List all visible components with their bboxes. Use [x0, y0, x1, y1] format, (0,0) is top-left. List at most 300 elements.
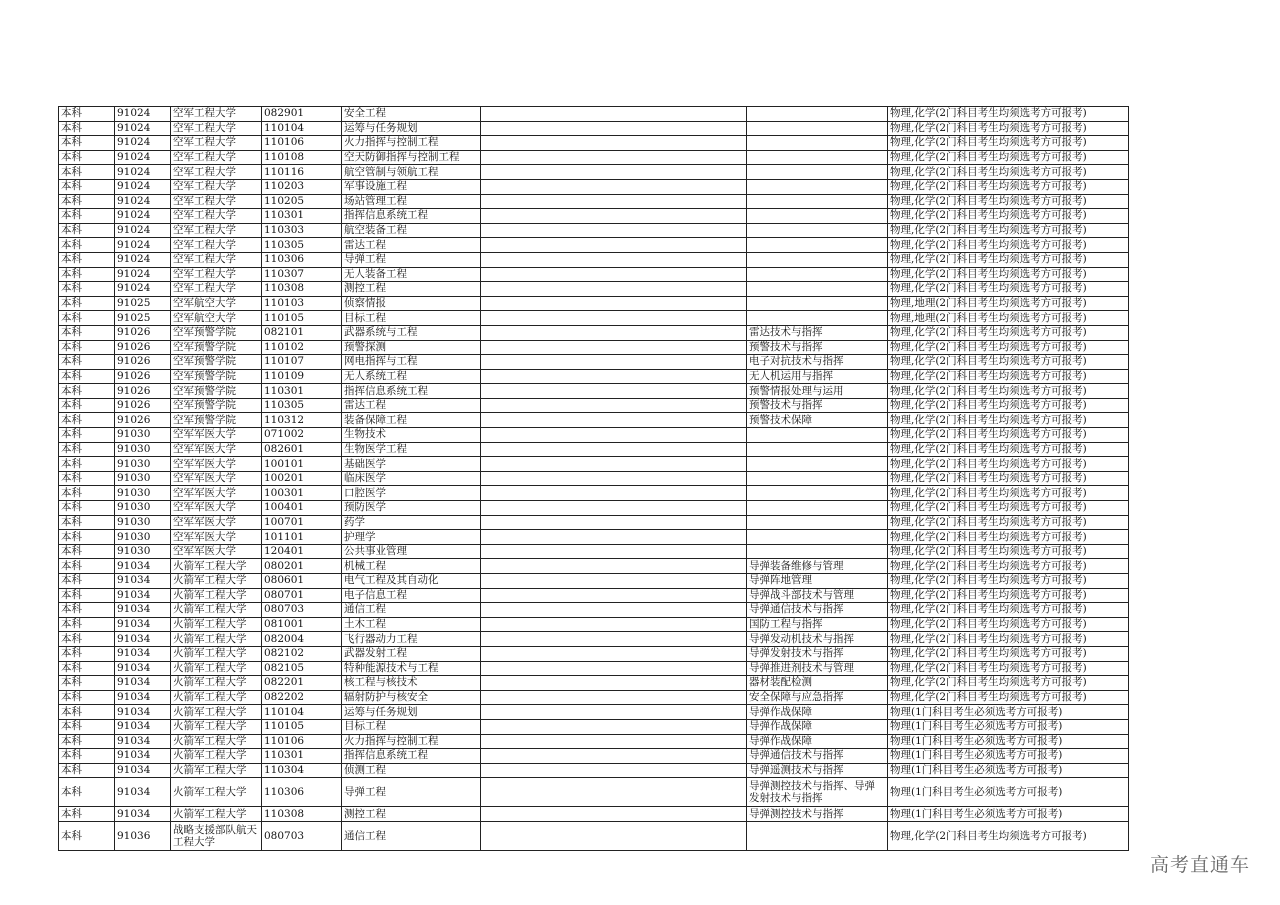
school-code-cell: 91024	[115, 136, 171, 151]
major-code-cell: 101101	[262, 530, 342, 545]
note-cell	[481, 267, 747, 282]
note-cell	[481, 719, 747, 734]
school-name-cell: 火箭军工程大学	[171, 690, 262, 705]
major-name-cell: 导弹工程	[342, 778, 481, 807]
subject-requirement-cell: 物理,化学(2门科目考生均须选考方可报考)	[888, 282, 1129, 297]
major-name-cell: 核工程与核技术	[342, 676, 481, 691]
table-row	[59, 165, 1129, 180]
direction-cell	[747, 282, 888, 297]
note-cell	[481, 646, 747, 661]
school-code-cell: 91030	[115, 457, 171, 472]
school-code-cell: 91024	[115, 223, 171, 238]
school-name-cell: 火箭军工程大学	[171, 617, 262, 632]
school-name-cell: 火箭军工程大学	[171, 559, 262, 574]
major-name-cell: 护理学	[342, 530, 481, 545]
subject-requirement-cell: 物理(1门科目考生必须选考方可报考)	[888, 778, 1129, 807]
school-code-cell: 91034	[115, 676, 171, 691]
subject-requirement-cell: 物理,化学(2门科目考生均须选考方可报考)	[888, 107, 1129, 122]
school-name-cell: 空军军医大学	[171, 515, 262, 530]
direction-cell: 雷达技术与指挥	[747, 325, 888, 340]
major-code-cell: 110312	[262, 413, 342, 428]
direction-cell	[747, 457, 888, 472]
school-name-cell: 空军军医大学	[171, 428, 262, 443]
subject-requirement-cell: 物理,化学(2门科目考生均须选考方可报考)	[888, 121, 1129, 136]
school-name-cell: 火箭军工程大学	[171, 676, 262, 691]
level-cell: 本科	[59, 632, 115, 647]
level-cell: 本科	[59, 238, 115, 253]
school-code-cell: 91024	[115, 252, 171, 267]
school-code-cell: 91030	[115, 442, 171, 457]
direction-cell	[747, 442, 888, 457]
school-code-cell: 91024	[115, 209, 171, 224]
subject-requirement-cell: 物理,化学(2门科目考生均须选考方可报考)	[888, 501, 1129, 516]
major-code-cell: 110203	[262, 179, 342, 194]
table-row	[59, 121, 1129, 136]
note-cell	[481, 530, 747, 545]
level-cell: 本科	[59, 369, 115, 384]
subject-requirement-cell: 物理(1门科目考生必须选考方可报考)	[888, 719, 1129, 734]
major-code-cell: 071002	[262, 428, 342, 443]
level-cell: 本科	[59, 209, 115, 224]
note-cell	[481, 311, 747, 326]
major-code-cell: 110301	[262, 749, 342, 764]
table-row	[59, 559, 1129, 574]
major-name-cell: 临床医学	[342, 471, 481, 486]
direction-cell: 导弹推进剂技术与管理	[747, 661, 888, 676]
school-code-cell: 91034	[115, 719, 171, 734]
level-cell: 本科	[59, 807, 115, 822]
table-row	[59, 428, 1129, 443]
school-name-cell: 火箭军工程大学	[171, 588, 262, 603]
school-name-cell: 空军军医大学	[171, 530, 262, 545]
level-cell: 本科	[59, 588, 115, 603]
major-code-cell: 082004	[262, 632, 342, 647]
direction-cell: 导弹阵地管理	[747, 574, 888, 589]
table-row	[59, 413, 1129, 428]
direction-cell	[747, 194, 888, 209]
school-code-cell: 91034	[115, 763, 171, 778]
table-row	[59, 107, 1129, 122]
subject-requirement-cell: 物理,化学(2门科目考生均须选考方可报考)	[888, 661, 1129, 676]
level-cell: 本科	[59, 398, 115, 413]
school-name-cell: 空军工程大学	[171, 107, 262, 122]
level-cell: 本科	[59, 821, 115, 850]
school-code-cell: 91034	[115, 734, 171, 749]
level-cell: 本科	[59, 705, 115, 720]
school-code-cell: 91034	[115, 559, 171, 574]
level-cell: 本科	[59, 719, 115, 734]
table-row	[59, 442, 1129, 457]
direction-cell	[747, 267, 888, 282]
direction-cell: 预警情报处理与运用	[747, 384, 888, 399]
direction-cell: 预警技术保障	[747, 413, 888, 428]
note-cell	[481, 486, 747, 501]
major-code-cell: 082201	[262, 676, 342, 691]
note-cell	[481, 179, 747, 194]
table-row	[59, 340, 1129, 355]
watermark-text: 高考直通车	[1149, 854, 1250, 876]
note-cell	[481, 442, 747, 457]
note-cell	[481, 107, 747, 122]
direction-cell: 导弹通信技术与指挥	[747, 749, 888, 764]
school-name-cell: 火箭军工程大学	[171, 661, 262, 676]
level-cell: 本科	[59, 179, 115, 194]
school-name-cell: 空军工程大学	[171, 194, 262, 209]
direction-cell: 导弹发射技术与指挥	[747, 646, 888, 661]
subject-requirement-cell: 物理,化学(2门科目考生均须选考方可报考)	[888, 252, 1129, 267]
major-name-cell: 口腔医学	[342, 486, 481, 501]
level-cell: 本科	[59, 574, 115, 589]
note-cell	[481, 603, 747, 618]
level-cell: 本科	[59, 778, 115, 807]
major-code-cell: 110306	[262, 778, 342, 807]
subject-requirement-cell: 物理,化学(2门科目考生均须选考方可报考)	[888, 646, 1129, 661]
school-name-cell: 空军预警学院	[171, 340, 262, 355]
table-row	[59, 690, 1129, 705]
school-name-cell: 空军工程大学	[171, 121, 262, 136]
subject-requirement-cell: 物理,化学(2门科目考生均须选考方可报考)	[888, 471, 1129, 486]
note-cell	[481, 282, 747, 297]
subject-requirement-cell: 物理,化学(2门科目考生均须选考方可报考)	[888, 179, 1129, 194]
major-code-cell: 110109	[262, 369, 342, 384]
major-code-cell: 120401	[262, 544, 342, 559]
school-code-cell: 91026	[115, 398, 171, 413]
school-name-cell: 火箭军工程大学	[171, 603, 262, 618]
enrollment-table	[58, 106, 1129, 851]
school-code-cell: 91034	[115, 603, 171, 618]
direction-cell	[747, 428, 888, 443]
major-name-cell: 火力指挥与控制工程	[342, 136, 481, 151]
note-cell	[481, 384, 747, 399]
table-row	[59, 588, 1129, 603]
level-cell: 本科	[59, 501, 115, 516]
school-name-cell: 火箭军工程大学	[171, 749, 262, 764]
level-cell: 本科	[59, 194, 115, 209]
level-cell: 本科	[59, 676, 115, 691]
subject-requirement-cell: 物理,化学(2门科目考生均须选考方可报考)	[888, 209, 1129, 224]
direction-cell	[747, 486, 888, 501]
major-name-cell: 军事设施工程	[342, 179, 481, 194]
major-code-cell: 081001	[262, 617, 342, 632]
direction-cell: 器材装配检测	[747, 676, 888, 691]
level-cell: 本科	[59, 428, 115, 443]
direction-cell: 导弹作战保障	[747, 734, 888, 749]
school-name-cell: 空军航空大学	[171, 296, 262, 311]
table-row	[59, 544, 1129, 559]
school-code-cell: 91034	[115, 661, 171, 676]
note-cell	[481, 778, 747, 807]
subject-requirement-cell: 物理,化学(2门科目考生均须选考方可报考)	[888, 588, 1129, 603]
subject-requirement-cell: 物理(1门科目考生必须选考方可报考)	[888, 763, 1129, 778]
direction-cell: 预警技术与指挥	[747, 398, 888, 413]
school-code-cell: 91024	[115, 121, 171, 136]
school-code-cell: 91025	[115, 311, 171, 326]
direction-cell: 导弹作战保障	[747, 705, 888, 720]
major-name-cell: 雷达工程	[342, 238, 481, 253]
note-cell	[481, 296, 747, 311]
school-name-cell: 空军工程大学	[171, 150, 262, 165]
table-row	[59, 471, 1129, 486]
major-code-cell: 110107	[262, 355, 342, 370]
major-code-cell: 110305	[262, 398, 342, 413]
major-code-cell: 080703	[262, 603, 342, 618]
school-code-cell: 91024	[115, 165, 171, 180]
note-cell	[481, 501, 747, 516]
major-name-cell: 指挥信息系统工程	[342, 209, 481, 224]
school-name-cell: 空军军医大学	[171, 457, 262, 472]
major-code-cell: 080703	[262, 821, 342, 850]
school-code-cell: 91036	[115, 821, 171, 850]
major-code-cell: 110305	[262, 238, 342, 253]
level-cell: 本科	[59, 690, 115, 705]
table-row	[59, 617, 1129, 632]
subject-requirement-cell: 物理,化学(2门科目考生均须选考方可报考)	[888, 340, 1129, 355]
school-code-cell: 91030	[115, 471, 171, 486]
level-cell: 本科	[59, 267, 115, 282]
major-code-cell: 110303	[262, 223, 342, 238]
major-code-cell: 082202	[262, 690, 342, 705]
direction-cell	[747, 107, 888, 122]
subject-requirement-cell: 物理,化学(2门科目考生均须选考方可报考)	[888, 676, 1129, 691]
level-cell: 本科	[59, 136, 115, 151]
level-cell: 本科	[59, 471, 115, 486]
level-cell: 本科	[59, 384, 115, 399]
subject-requirement-cell: 物理,化学(2门科目考生均须选考方可报考)	[888, 603, 1129, 618]
subject-requirement-cell: 物理,化学(2门科目考生均须选考方可报考)	[888, 194, 1129, 209]
school-name-cell: 火箭军工程大学	[171, 734, 262, 749]
table-row	[59, 457, 1129, 472]
table-row	[59, 749, 1129, 764]
major-name-cell: 侦测工程	[342, 763, 481, 778]
table-row	[59, 661, 1129, 676]
school-name-cell: 火箭军工程大学	[171, 646, 262, 661]
level-cell: 本科	[59, 457, 115, 472]
table-row	[59, 763, 1129, 778]
table-row	[59, 807, 1129, 822]
direction-cell: 导弹通信技术与指挥	[747, 603, 888, 618]
level-cell: 本科	[59, 749, 115, 764]
subject-requirement-cell: 物理,化学(2门科目考生均须选考方可报考)	[888, 223, 1129, 238]
table-row	[59, 252, 1129, 267]
major-code-cell: 110304	[262, 763, 342, 778]
major-code-cell: 080201	[262, 559, 342, 574]
level-cell: 本科	[59, 763, 115, 778]
note-cell	[481, 734, 747, 749]
school-code-cell: 91026	[115, 369, 171, 384]
subject-requirement-cell: 物理,化学(2门科目考生均须选考方可报考)	[888, 632, 1129, 647]
direction-cell: 导弹发动机技术与指挥	[747, 632, 888, 647]
school-name-cell: 战略支援部队航天工程大学	[171, 821, 262, 850]
note-cell	[481, 165, 747, 180]
table-row	[59, 603, 1129, 618]
school-name-cell: 空军工程大学	[171, 136, 262, 151]
school-name-cell: 火箭军工程大学	[171, 574, 262, 589]
note-cell	[481, 676, 747, 691]
direction-cell: 导弹测控技术与指挥	[747, 807, 888, 822]
level-cell: 本科	[59, 734, 115, 749]
major-name-cell: 航空管制与领航工程	[342, 165, 481, 180]
subject-requirement-cell: 物理,化学(2门科目考生均须选考方可报考)	[888, 617, 1129, 632]
level-cell: 本科	[59, 355, 115, 370]
major-name-cell: 安全工程	[342, 107, 481, 122]
major-name-cell: 无人系统工程	[342, 369, 481, 384]
major-name-cell: 装备保障工程	[342, 413, 481, 428]
subject-requirement-cell: 物理,化学(2门科目考生均须选考方可报考)	[888, 413, 1129, 428]
direction-cell: 无人机运用与指挥	[747, 369, 888, 384]
major-name-cell: 基础医学	[342, 457, 481, 472]
major-name-cell: 药学	[342, 515, 481, 530]
school-code-cell: 91034	[115, 588, 171, 603]
table-body	[59, 107, 1129, 851]
school-name-cell: 空军军医大学	[171, 442, 262, 457]
major-code-cell: 110104	[262, 705, 342, 720]
direction-cell	[747, 515, 888, 530]
direction-cell: 导弹作战保障	[747, 719, 888, 734]
school-code-cell: 91030	[115, 501, 171, 516]
table-row	[59, 398, 1129, 413]
major-name-cell: 航空装备工程	[342, 223, 481, 238]
school-name-cell: 空军预警学院	[171, 413, 262, 428]
school-code-cell: 91026	[115, 384, 171, 399]
major-name-cell: 武器系统与工程	[342, 325, 481, 340]
school-name-cell: 空军预警学院	[171, 355, 262, 370]
table-row	[59, 574, 1129, 589]
major-code-cell: 110308	[262, 282, 342, 297]
major-name-cell: 运筹与任务规划	[342, 121, 481, 136]
direction-cell	[747, 296, 888, 311]
school-code-cell: 91026	[115, 355, 171, 370]
subject-requirement-cell: 物理(1门科目考生必须选考方可报考)	[888, 807, 1129, 822]
school-code-cell: 91024	[115, 238, 171, 253]
table-row	[59, 325, 1129, 340]
note-cell	[481, 355, 747, 370]
level-cell: 本科	[59, 515, 115, 530]
table-row	[59, 209, 1129, 224]
school-name-cell: 火箭军工程大学	[171, 705, 262, 720]
level-cell: 本科	[59, 325, 115, 340]
major-name-cell: 特种能源技术与工程	[342, 661, 481, 676]
note-cell	[481, 340, 747, 355]
note-cell	[481, 559, 747, 574]
major-code-cell: 100701	[262, 515, 342, 530]
major-name-cell: 侦察情报	[342, 296, 481, 311]
note-cell	[481, 588, 747, 603]
school-code-cell: 91026	[115, 413, 171, 428]
direction-cell	[747, 471, 888, 486]
direction-cell: 国防工程与指挥	[747, 617, 888, 632]
major-code-cell: 110106	[262, 734, 342, 749]
table-row	[59, 646, 1129, 661]
table-row	[59, 282, 1129, 297]
subject-requirement-cell: 物理(1门科目考生必须选考方可报考)	[888, 705, 1129, 720]
subject-requirement-cell: 物理,化学(2门科目考生均须选考方可报考)	[888, 325, 1129, 340]
direction-cell	[747, 223, 888, 238]
major-name-cell: 电子信息工程	[342, 588, 481, 603]
subject-requirement-cell: 物理,化学(2门科目考生均须选考方可报考)	[888, 530, 1129, 545]
school-code-cell: 91026	[115, 340, 171, 355]
level-cell: 本科	[59, 311, 115, 326]
school-code-cell: 91024	[115, 282, 171, 297]
school-code-cell: 91034	[115, 778, 171, 807]
subject-requirement-cell: 物理,化学(2门科目考生均须选考方可报考)	[888, 384, 1129, 399]
major-code-cell: 100201	[262, 471, 342, 486]
subject-requirement-cell: 物理,化学(2门科目考生均须选考方可报考)	[888, 150, 1129, 165]
direction-cell	[747, 311, 888, 326]
school-name-cell: 空军军医大学	[171, 501, 262, 516]
major-name-cell: 指挥信息系统工程	[342, 749, 481, 764]
school-name-cell: 空军工程大学	[171, 238, 262, 253]
subject-requirement-cell: 物理,化学(2门科目考生均须选考方可报考)	[888, 369, 1129, 384]
note-cell	[481, 661, 747, 676]
direction-cell: 安全保障与应急指挥	[747, 690, 888, 705]
note-cell	[481, 632, 747, 647]
school-name-cell: 空军工程大学	[171, 165, 262, 180]
major-name-cell: 土木工程	[342, 617, 481, 632]
note-cell	[481, 457, 747, 472]
school-name-cell: 空军工程大学	[171, 267, 262, 282]
major-code-cell: 100101	[262, 457, 342, 472]
subject-requirement-cell: 物理,化学(2门科目考生均须选考方可报考)	[888, 574, 1129, 589]
direction-cell: 导弹遥测技术与指挥	[747, 763, 888, 778]
school-code-cell: 91030	[115, 428, 171, 443]
school-code-cell: 91034	[115, 690, 171, 705]
major-name-cell: 辐射防护与核安全	[342, 690, 481, 705]
school-name-cell: 空军军医大学	[171, 471, 262, 486]
school-name-cell: 空军工程大学	[171, 179, 262, 194]
major-name-cell: 通信工程	[342, 603, 481, 618]
direction-cell: 导弹装备维修与管理	[747, 559, 888, 574]
level-cell: 本科	[59, 617, 115, 632]
major-name-cell: 空天防御指挥与控制工程	[342, 150, 481, 165]
major-code-cell: 110106	[262, 136, 342, 151]
level-cell: 本科	[59, 282, 115, 297]
school-code-cell: 91034	[115, 617, 171, 632]
level-cell: 本科	[59, 413, 115, 428]
table-row	[59, 719, 1129, 734]
note-cell	[481, 121, 747, 136]
school-name-cell: 火箭军工程大学	[171, 763, 262, 778]
note-cell	[481, 398, 747, 413]
note-cell	[481, 821, 747, 850]
school-code-cell: 91024	[115, 150, 171, 165]
table-row	[59, 515, 1129, 530]
school-code-cell: 91030	[115, 515, 171, 530]
table-row	[59, 384, 1129, 399]
school-code-cell: 91034	[115, 574, 171, 589]
direction-cell	[747, 136, 888, 151]
major-code-cell: 110308	[262, 807, 342, 822]
note-cell	[481, 515, 747, 530]
major-name-cell: 测控工程	[342, 807, 481, 822]
school-name-cell: 空军航空大学	[171, 311, 262, 326]
major-name-cell: 公共事业管理	[342, 544, 481, 559]
subject-requirement-cell: 物理,化学(2门科目考生均须选考方可报考)	[888, 486, 1129, 501]
major-code-cell: 110105	[262, 719, 342, 734]
direction-cell	[747, 165, 888, 180]
direction-cell	[747, 544, 888, 559]
direction-cell	[747, 238, 888, 253]
major-code-cell: 110102	[262, 340, 342, 355]
major-code-cell: 080601	[262, 574, 342, 589]
subject-requirement-cell: 物理,化学(2门科目考生均须选考方可报考)	[888, 267, 1129, 282]
school-code-cell: 91030	[115, 544, 171, 559]
school-name-cell: 空军工程大学	[171, 209, 262, 224]
subject-requirement-cell: 物理,化学(2门科目考生均须选考方可报考)	[888, 442, 1129, 457]
level-cell: 本科	[59, 150, 115, 165]
note-cell	[481, 252, 747, 267]
major-name-cell: 预警探测	[342, 340, 481, 355]
direction-cell	[747, 821, 888, 850]
